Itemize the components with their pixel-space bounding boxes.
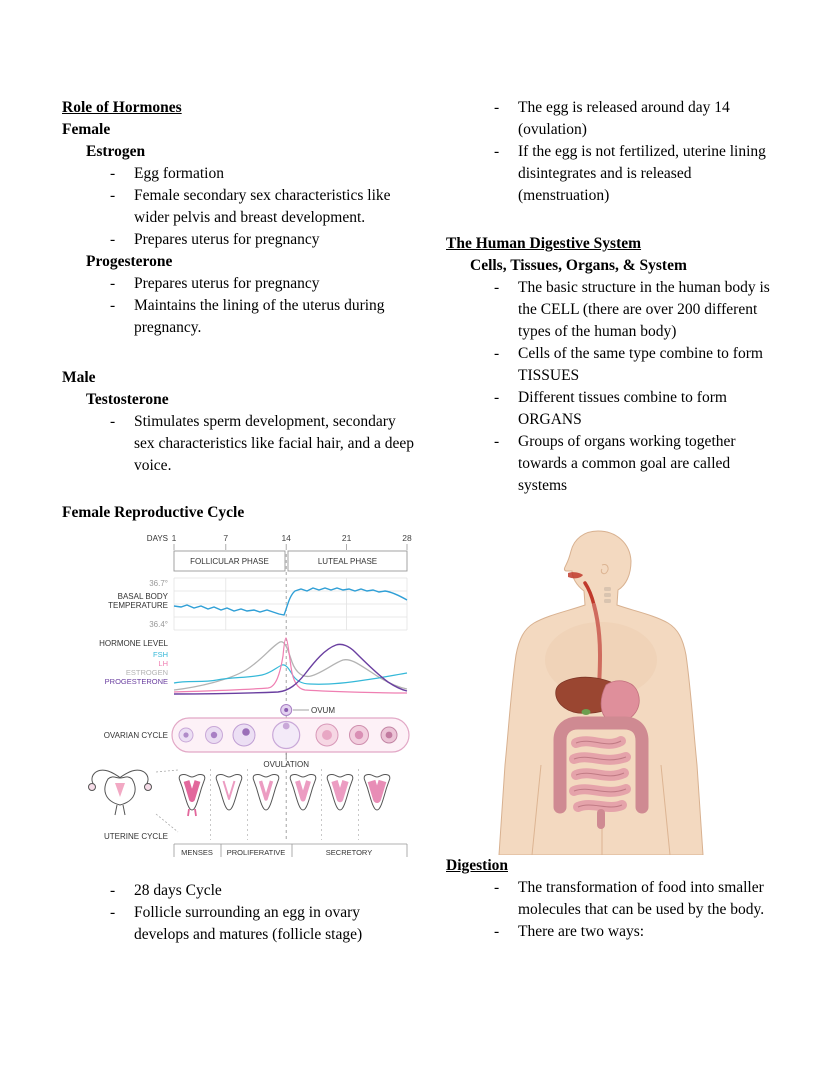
- label-female: Female: [62, 121, 111, 138]
- list-item: [110, 411, 414, 477]
- heading-role-of-hormones: Role of Hormones: [62, 99, 182, 116]
- list-item: [110, 229, 414, 251]
- list-item: [110, 163, 414, 185]
- ovum-label: OVUM: [311, 706, 335, 715]
- digestive-system-figure: [486, 525, 736, 855]
- lh-curve: [174, 638, 407, 693]
- bullet-text: The transformation of food into smaller molecules that can be used by the body.: [518, 879, 765, 918]
- legend-lh: LH: [158, 659, 168, 668]
- uterus-zoom-lines: [156, 770, 178, 832]
- menses-label: MENSES: [181, 848, 213, 857]
- label-testosterone: Testosterone: [86, 391, 169, 408]
- cycle-diagram: [84, 526, 414, 874]
- heading-female-reproductive-cycle: Female Reproductive Cycle: [62, 504, 245, 521]
- bullet-text: Prepares uterus for pregnancy: [134, 231, 320, 248]
- bullet-dash: -: [494, 389, 500, 406]
- spine-segments: [604, 587, 611, 603]
- gallbladder: [582, 709, 591, 715]
- day-tick: 1: [171, 533, 177, 543]
- list-item: [494, 431, 780, 497]
- follicular-phase-label: FOLLICULAR PHASE: [190, 557, 269, 566]
- bullet-dash: -: [110, 297, 116, 314]
- list-item: [494, 97, 780, 141]
- bullet-dash: -: [494, 433, 500, 450]
- bullet-dash: -: [110, 413, 116, 430]
- secretory-label: SECRETORY: [325, 848, 373, 857]
- bullet-dash: -: [110, 275, 116, 292]
- digestive-system-svg: [486, 525, 736, 855]
- label-progesterone: Progesterone: [86, 253, 173, 270]
- bullet-dash: -: [494, 279, 500, 296]
- basal-body-label-line1: BASAL BODY: [117, 592, 168, 601]
- day-tick: 21: [341, 533, 352, 543]
- bullet-dash: -: [110, 231, 116, 248]
- day-tick: 28: [402, 533, 412, 543]
- temp-low-label: 36.4°: [149, 620, 168, 629]
- luteal-phase-label: LUTEAL PHASE: [317, 557, 378, 566]
- temp-high-label: 36.7°: [149, 579, 168, 588]
- bullet-text: Different tissues combine to form ORGANS: [518, 389, 727, 428]
- temp-grid: [174, 578, 407, 630]
- bullet-dash: -: [110, 904, 116, 921]
- heading-cells-tissues-organs: Cells, Tissues, Organs, & System: [470, 257, 687, 274]
- ovum-nucleus: [284, 708, 288, 712]
- cycle-diagram-svg: [84, 526, 414, 866]
- list-item: [110, 295, 414, 339]
- day-tick: 7: [223, 533, 229, 543]
- bullet-dash: -: [110, 882, 116, 899]
- bullet-dash: -: [494, 345, 500, 362]
- progesterone-curve: [174, 644, 407, 694]
- legend-progesterone: PROGESTERONE: [104, 677, 168, 686]
- bullet-text: If the egg is not fertilized, uterine lining disintegrates and is released (menstruation): [518, 143, 766, 204]
- list-item: [110, 185, 414, 229]
- left-column: [62, 97, 414, 946]
- temperature-curve: [174, 588, 407, 615]
- list-item: [110, 902, 414, 946]
- bullet-text: Maintains the lining of the uterus during pregnancy.: [134, 297, 385, 336]
- bullet-dash: -: [494, 923, 500, 940]
- bullet-text: Female secondary sex characteristics like wider pelvis and breast development.: [134, 187, 391, 226]
- day-tick: 14: [281, 533, 291, 543]
- right-column: [446, 97, 780, 943]
- label-estrogen: Estrogen: [86, 143, 146, 160]
- list-item: [494, 277, 780, 343]
- bullet-text: The egg is released around day 14 (ovulation): [518, 99, 730, 138]
- uterus-line-art: [89, 770, 152, 815]
- bullet-dash: -: [494, 879, 500, 896]
- list-item: [494, 141, 780, 207]
- list-item: [110, 880, 414, 902]
- list-item: [494, 877, 780, 921]
- hormone-level-label: HORMONE LEVEL: [99, 639, 168, 648]
- bullet-text: The basic structure in the human body is the CELL (there are over 200 different types of the human body): [518, 279, 770, 340]
- bullet-text: Stimulates sperm development, secondary sex characteristics like facial hair, and a deep voice.: [134, 413, 414, 474]
- bullet-dash: -: [494, 99, 500, 116]
- list-item: [494, 387, 780, 431]
- label-male: Male: [62, 369, 96, 386]
- heading-digestion: Digestion: [446, 857, 508, 874]
- heading-human-digestive-system: The Human Digestive System: [446, 235, 642, 252]
- proliferative-label: PROLIFERATIVE: [226, 848, 286, 857]
- list-item: [110, 273, 414, 295]
- bullet-text: Egg formation: [134, 165, 224, 182]
- bullet-dash: -: [494, 143, 500, 160]
- bullet-text: Follicle surrounding an egg in ovary develops and matures (follicle stage): [134, 904, 363, 943]
- bullet-text: 28 days Cycle: [134, 882, 222, 899]
- uterine-cycle-label: UTERINE CYCLE: [103, 832, 168, 841]
- list-item: [494, 343, 780, 387]
- ovarian-cycle-label: OVARIAN CYCLE: [103, 731, 168, 740]
- bullet-text: Prepares uterus for pregnancy: [134, 275, 320, 292]
- bullet-text: Cells of the same type combine to form TISSUES: [518, 345, 763, 384]
- basal-body-label-line2: TEMPERATURE: [108, 601, 168, 610]
- day-tick-marks: [174, 544, 407, 550]
- bullet-dash: -: [110, 187, 116, 204]
- legend-fsh: FSH: [153, 650, 168, 659]
- days-label: DAYS: [146, 534, 168, 543]
- bullet-text: Groups of organs working together towards a common goal are called systems: [518, 433, 736, 494]
- list-item: [494, 921, 780, 943]
- bullet-text: There are two ways:: [518, 923, 645, 940]
- bullet-dash: -: [110, 165, 116, 182]
- ovulation-label: OVULATION: [263, 760, 310, 769]
- legend-estrogen: ESTROGEN: [125, 668, 168, 677]
